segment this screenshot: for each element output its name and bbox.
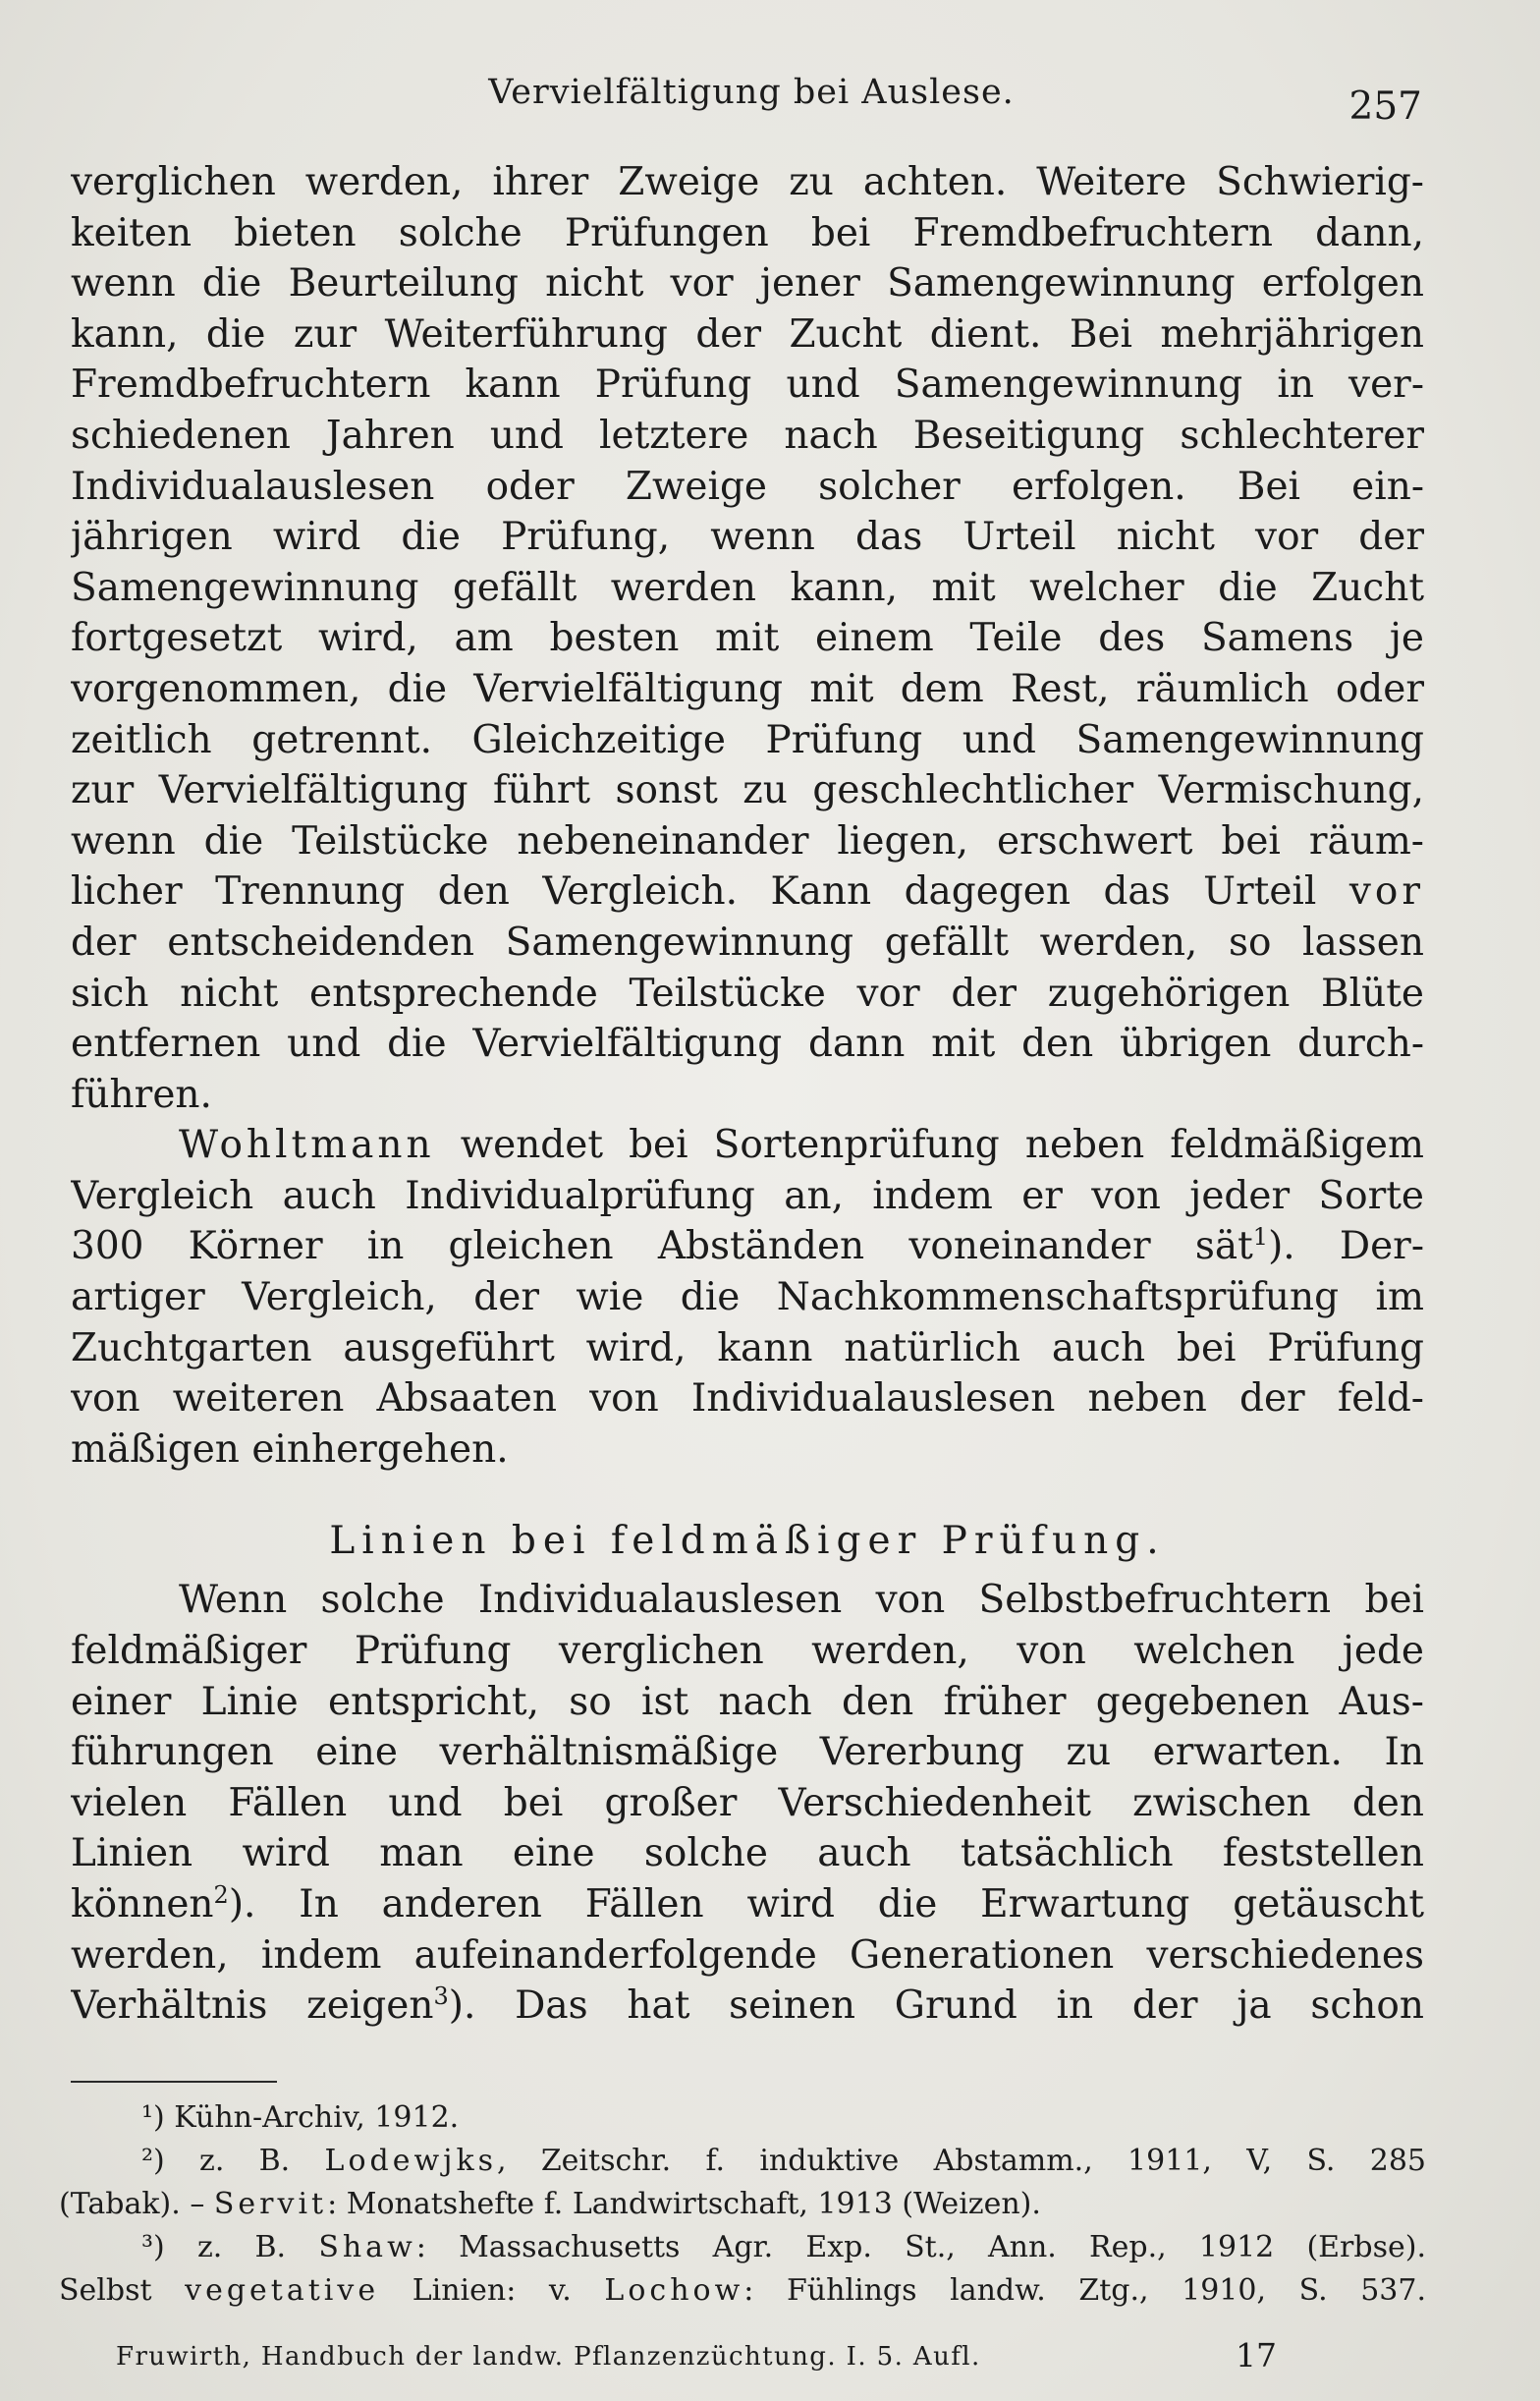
fn-author: Lodewjks — [324, 2144, 498, 2178]
page-number: 257 — [1348, 84, 1422, 129]
fn-emphasis: vegetative — [185, 2273, 380, 2308]
text-line: kann, die zur Weiterführung der Zucht dient. Bei mehrjährigen — [71, 311, 1424, 357]
text-line: Individualauslesen oder Zweige solcher erfolgen. Bei ein- — [71, 464, 1424, 509]
footnote-ref[interactable]: 1 — [1252, 1223, 1269, 1252]
text-line: einer Linie entspricht, so ist nach den früher gegebenen Aus- — [71, 1679, 1424, 1724]
text-line — [71, 866, 1424, 918]
text-line — [71, 1221, 1424, 1272]
signature-mark: 17 — [1236, 2336, 1277, 2374]
fn-text: ²) z. B. — [141, 2144, 325, 2178]
text-line: keiten bieten solche Prüfungen bei Fremdbefruchtern dann, — [71, 210, 1424, 255]
running-head — [73, 65, 1430, 129]
text-line: artiger Vergleich, der wie die Nachkommenschaftsprüfung im — [71, 1275, 1424, 1320]
fn-text: Selbst — [59, 2273, 186, 2308]
fn-author: Lochow — [604, 2273, 744, 2308]
footnote-2 — [59, 2140, 1426, 2183]
body-text — [71, 157, 1424, 2032]
text-line — [71, 1879, 1424, 1930]
line-text: Verhältnis zeigen — [71, 1983, 434, 2029]
section-heading: Linien bei feldmäßiger Prüfung. — [329, 1519, 1166, 1564]
page-footer — [116, 2336, 1275, 2379]
footer-imprint: Fruwirth, Handbuch der landw. Pflanzenzüchtung. I. 5. Aufl. — [116, 2342, 981, 2372]
text-line: schiedenen Jahren und letztere nach Beseitigung schlechterer — [71, 413, 1424, 458]
line-text: ). Der- — [1268, 1224, 1424, 1269]
fn-text: ³) z. B. — [141, 2230, 319, 2264]
text-line: Samengewinnung gefällt werden kann, mit welcher die Zucht — [71, 565, 1424, 610]
text-line: führungen eine verhältnismäßige Vererbung zu erwarten. In — [71, 1730, 1424, 1775]
text-line: feldmäßiger Prüfung verglichen werden, von welchen jede — [71, 1629, 1424, 1674]
footnote-3-cont — [59, 2269, 1426, 2313]
fn-text: (Tabak). – — [59, 2187, 214, 2221]
text-line: von weiteren Absaaten von Individualauslesen neben der feld- — [71, 1376, 1424, 1422]
line-text: ). Das hat seinen Grund in der ja schon — [448, 1983, 1424, 2029]
fn-author: Servit — [213, 2187, 328, 2221]
text-line: führen. — [71, 1072, 212, 1117]
fn-text: : Massachusetts Agr. Exp. St., Ann. Rep., 1912 (Erbse). — [415, 2230, 1426, 2264]
fn-text: , Zeitschr. f. induktive Abstamm., 1911, V, S. 285 — [497, 2144, 1427, 2178]
text-line: entfernen und die Vervielfältigung dann mit den übrigen durch- — [71, 1022, 1424, 1067]
text-line: Zuchtgarten ausgeführt wird, kann natürlich auch bei Prüfung — [71, 1325, 1424, 1370]
text-line: Linien wird man eine solche auch tatsächlich feststellen — [71, 1831, 1424, 1876]
line-text: können — [71, 1882, 214, 1926]
text-line: zur Vervielfältigung führt sonst zu geschlechtlicher Vermischung, — [71, 768, 1424, 813]
fn-author: Shaw — [318, 2230, 416, 2264]
fn-text: : Fühlings landw. Ztg., 1910, S. 537. — [743, 2273, 1426, 2308]
line-text: ). In anderen Fällen wird die Erwartung getäuscht — [228, 1882, 1424, 1926]
text-line: Vergleich auch Individualprüfung an, indem er von jeder Sorte — [71, 1173, 1424, 1218]
text-line: werden, indem aufeinanderfolgende Generationen verschiedenes — [71, 1932, 1424, 1978]
text-line: vorgenommen, die Vervielfältigung mit dem Rest, räumlich oder — [71, 666, 1424, 711]
footnotes — [59, 2096, 1426, 2313]
text-line: mäßigen einhergehen. — [71, 1426, 509, 1472]
line-text: wendet bei Sortenprüfung neben feldmäßigem — [434, 1123, 1424, 1168]
text-line: fortgesetzt wird, am besten mit einem Teile des Samens je — [71, 616, 1424, 661]
text-line — [71, 1981, 1424, 2032]
fn-text: Linien: v. — [379, 2273, 605, 2308]
text-line: wenn die Teilstücke nebeneinander liegen, erschwert bei räum- — [71, 818, 1424, 864]
text-line: Fremdbefruchtern kann Prüfung und Samengewinnung in ver- — [71, 363, 1424, 408]
footnote-ref[interactable]: 3 — [433, 1982, 449, 2011]
emphasis-vor: vor — [1348, 869, 1424, 915]
author-name: Wohltmann — [179, 1123, 435, 1168]
text-line: Wenn solche Individualauslesen von Selbstbefruchtern bei — [179, 1578, 1424, 1623]
footnote-1: ¹) Kühn-Archiv, 1912. — [141, 2100, 460, 2135]
text-line: verglichen werden, ihrer Zweige zu achten. Weitere Schwierig- — [71, 160, 1424, 204]
footnote-2-cont — [59, 2183, 1426, 2226]
text-line: sich nicht entsprechende Teilstücke vor der zugehörigen Blüte — [71, 971, 1424, 1016]
text-line: vielen Fällen und bei großer Verschiedenheit zwischen den — [71, 1780, 1424, 1825]
fn-text: : Monatshefte f. Landwirtschaft, 1913 (Weizen). — [327, 2187, 1041, 2221]
footnote-ref[interactable]: 2 — [213, 1881, 229, 1909]
footnote-rule — [71, 2081, 277, 2083]
text-line: wenn die Beurteilung nicht vor jener Samengewinnung erfolgen — [71, 261, 1424, 307]
line-text: licher Trennung den Vergleich. Kann dagegen das Urteil — [71, 869, 1317, 915]
running-title: Vervielfältigung bei Auslese. — [488, 73, 1015, 112]
text-line — [71, 1120, 1424, 1171]
footnote-3 — [59, 2226, 1426, 2269]
text-line: der entscheidenden Samengewinnung gefällt werden, so lassen — [71, 920, 1424, 965]
text-line: jährigen wird die Prüfung, wenn das Urteil nicht vor der — [71, 515, 1424, 560]
text-line: zeitlich getrennt. Gleichzeitige Prüfung und Samengewinnung — [71, 717, 1424, 762]
line-text: 300 Körner in gleichen Abständen voneinander sät — [71, 1224, 1253, 1269]
